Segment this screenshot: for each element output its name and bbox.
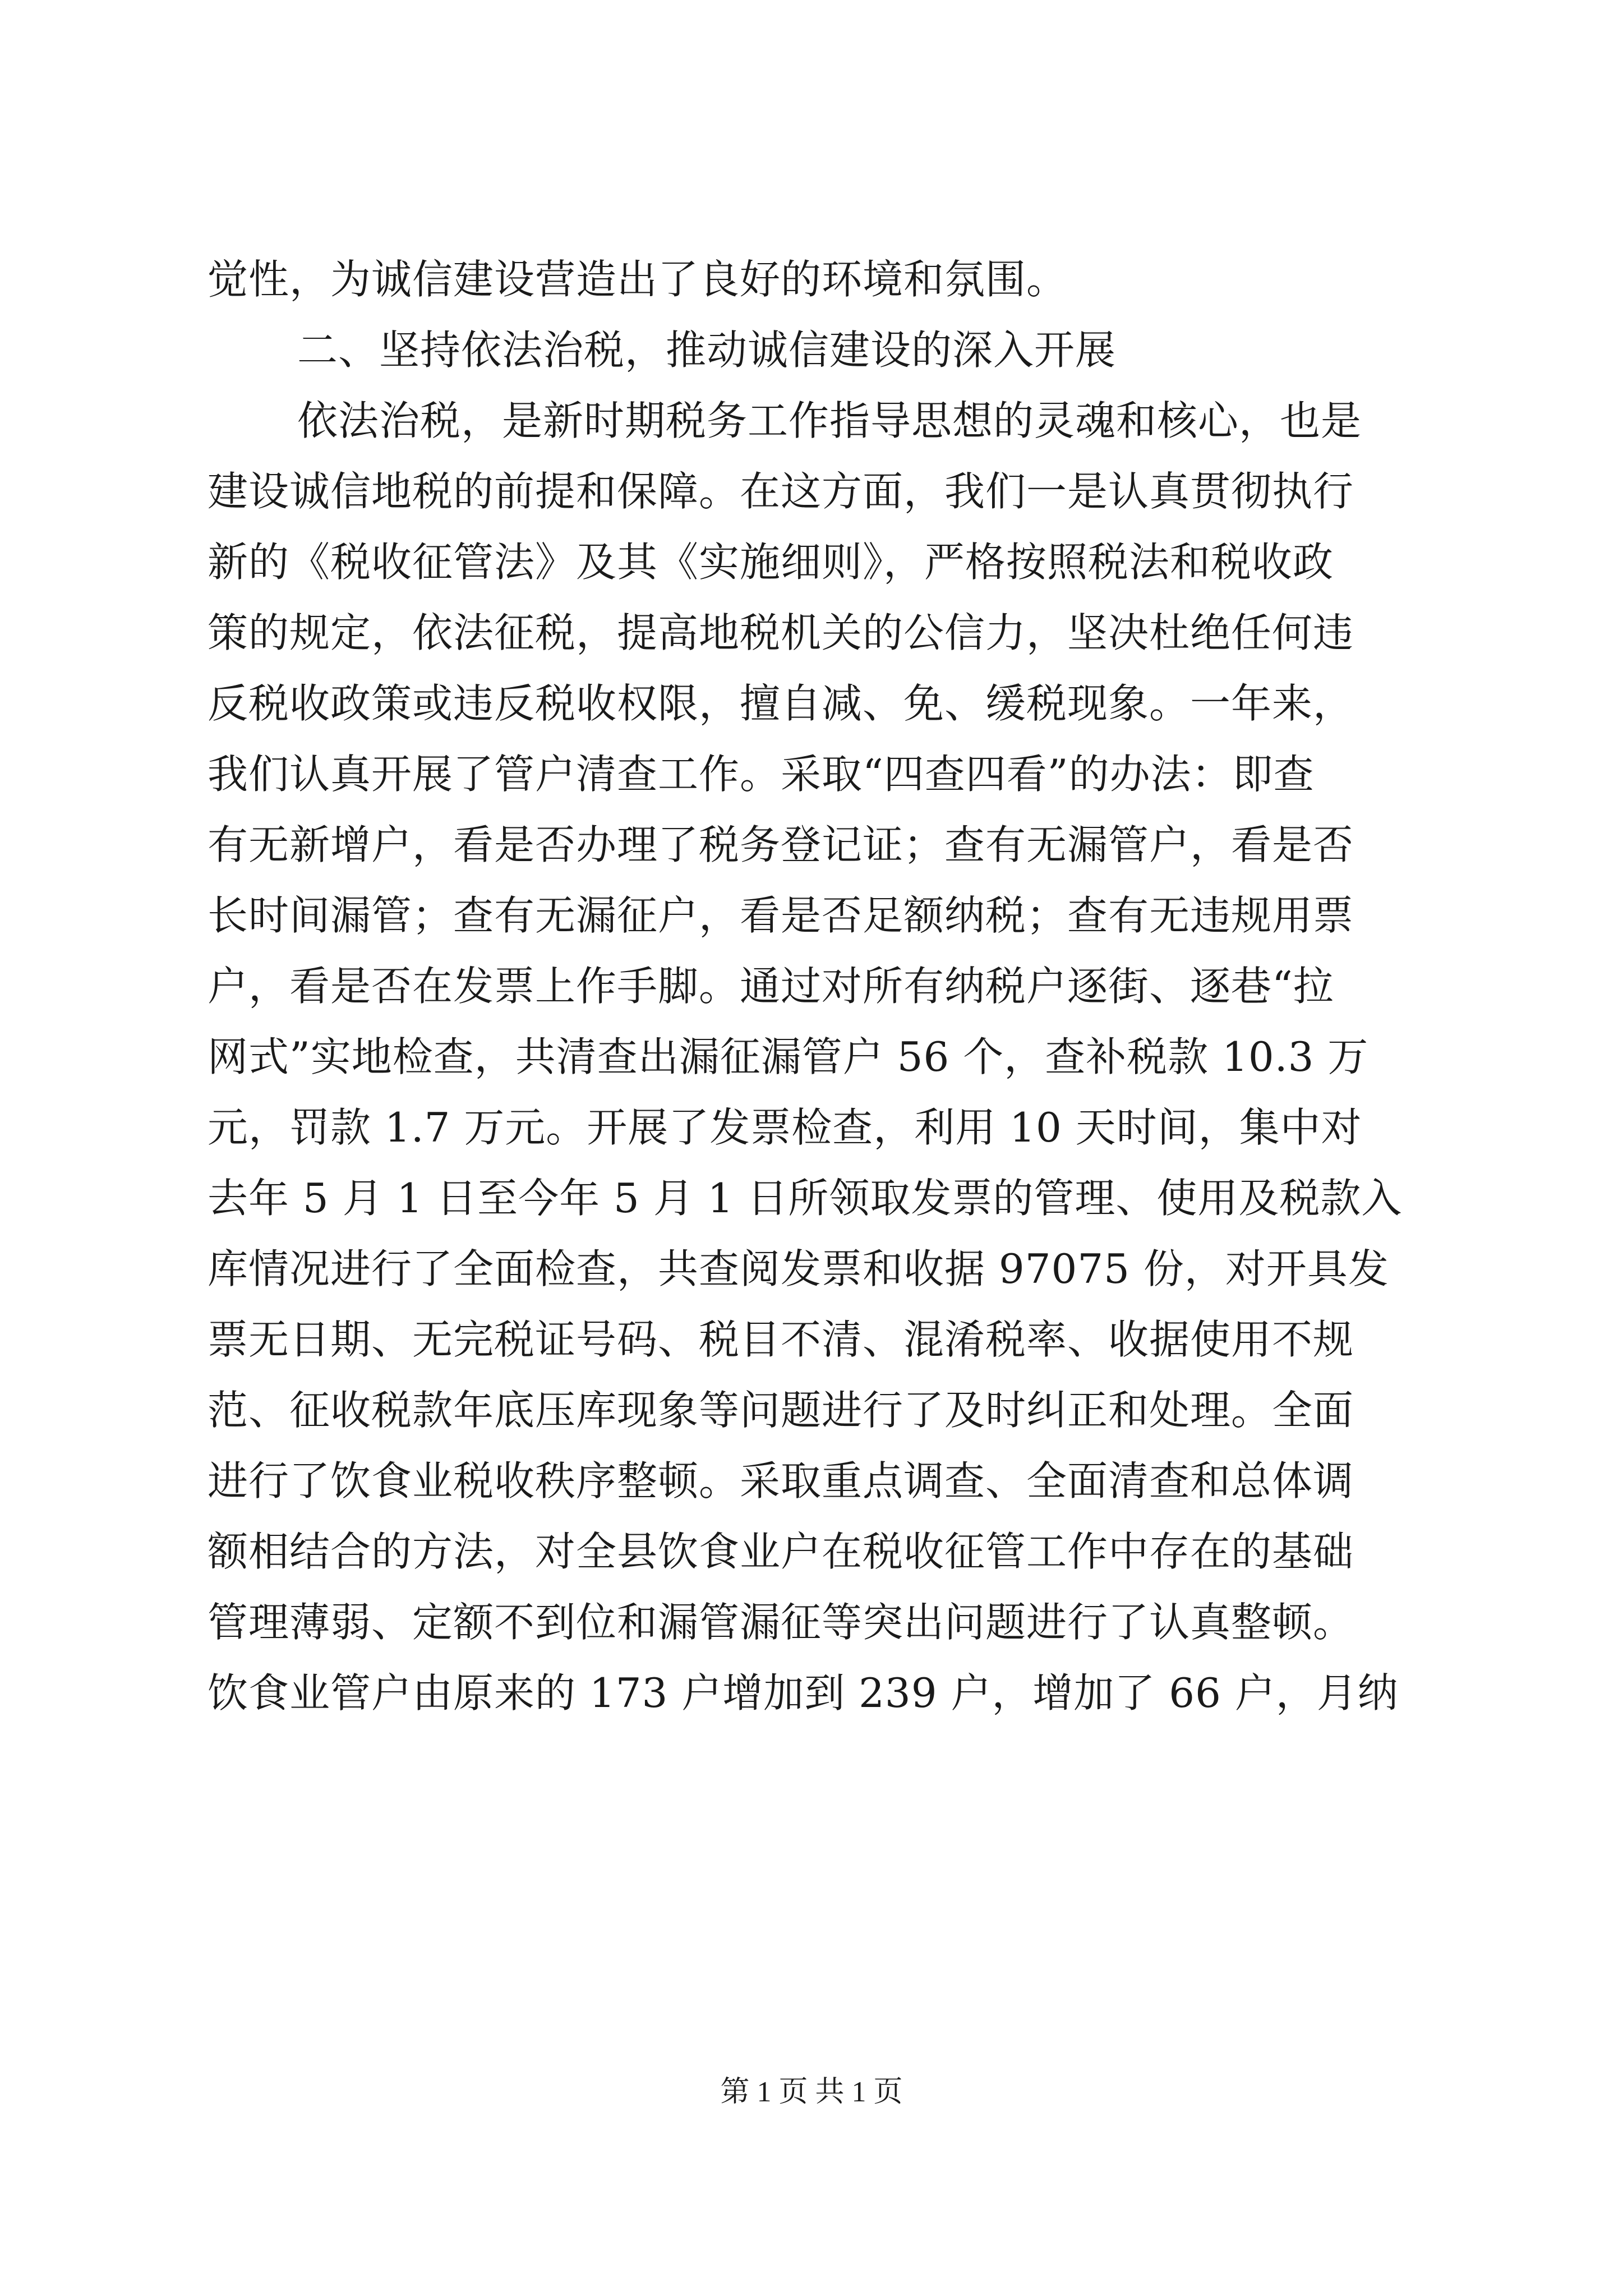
text-line: 新的《税收征管法》及其《实施细则》，严格按照税法和税收政 <box>208 539 1334 586</box>
text-line: 去年 5 月 1 日至今年 5 月 1 日所领取发票的管理、使用及税款入 <box>208 1175 1403 1222</box>
text-line: 依法治税，是新时期税务工作指导思想的灵魂和核心，也是 <box>297 397 1362 444</box>
document-body <box>208 244 1419 1728</box>
text-line: 有无新增户，看是否办理了税务登记证；查有无漏管户，看是否 <box>208 821 1354 868</box>
page-footer <box>0 2073 1623 2112</box>
text-line: 我们认真开展了管户清查工作。采取“四查四看”的办法：即查 <box>208 751 1315 798</box>
text-line: 额相结合的方法，对全县饮食业户在税收征管工作中存在的基础 <box>208 1528 1354 1575</box>
text-line: 库情况进行了全面检查，共查阅发票和收据 97075 份，对开具发 <box>208 1245 1389 1292</box>
text-line: 户，看是否在发票上作手脚。通过对所有纳税户逐街、逐巷“拉 <box>208 963 1334 1010</box>
text-line: 饮食业管户由原来的 173 户增加到 239 户，增加了 66 户，月纳 <box>208 1669 1399 1717</box>
text-line: 反税收政策或违反税收权限，擅自减、免、缓税现象。一年来， <box>208 680 1354 727</box>
text-line: 进行了饮食业税收秩序整顿。采取重点调查、全面清查和总体调 <box>208 1457 1354 1504</box>
text-line: 长时间漏管；查有无漏征户，看是否足额纳税；查有无违规用票 <box>208 892 1354 939</box>
text-line: 觉性，为诚信建设营造出了良好的环境和氛围。 <box>208 256 1068 303</box>
text-line: 管理薄弱、定额不到位和漏管漏征等突出问题进行了认真整顿。 <box>208 1599 1354 1646</box>
text-line: 范、征收税款年底压库现象等问题进行了及时纠正和处理。全面 <box>208 1387 1354 1434</box>
text-line: 网式”实地检查，共清查出漏征漏管户 56 个，查补税款 10.3 万 <box>208 1033 1369 1080</box>
text-line: 策的规定，依法征税，提高地税机关的公信力，坚决杜绝任何违 <box>208 609 1354 656</box>
text-line: 票无日期、无完税证号码、税目不清、混淆税率、收据使用不规 <box>208 1316 1354 1363</box>
section-heading: 二、坚持依法治税，推动诚信建设的深入开展 <box>297 326 1117 374</box>
text-line: 建设诚信地税的前提和保障。在这方面，我们一是认真贯彻执行 <box>208 468 1354 515</box>
page-number-label: 第 1 页 共 1 页 <box>720 2076 903 2108</box>
text-line: 元，罚款 1.7 万元。开展了发票检查，利用 10 天时间，集中对 <box>208 1104 1362 1151</box>
